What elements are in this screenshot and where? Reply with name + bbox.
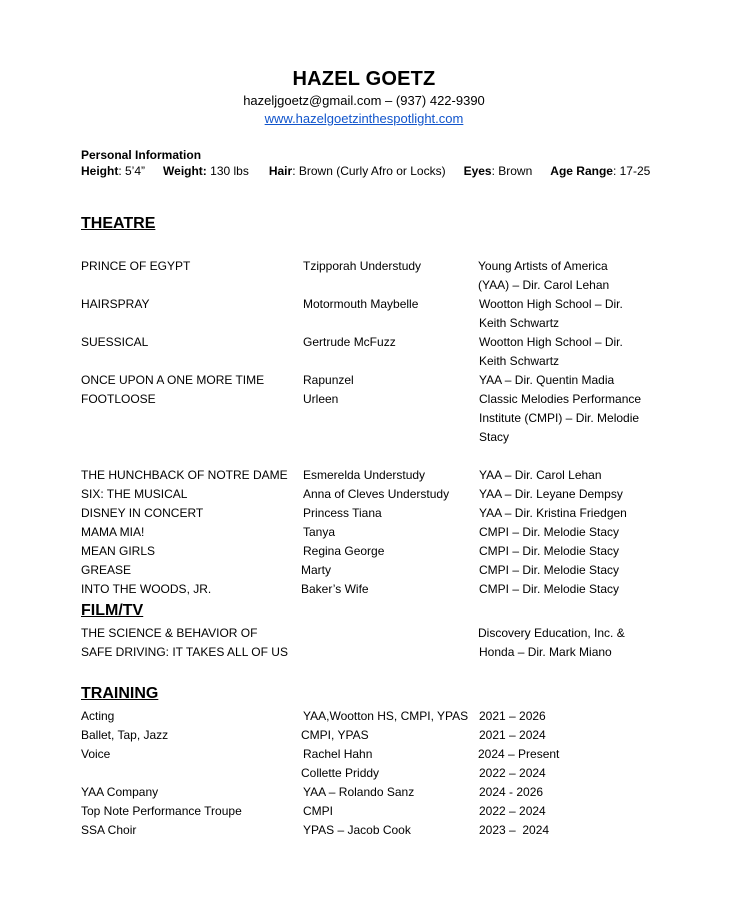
- training-teacher: CMPI: [303, 804, 333, 818]
- theatre-row: [81, 523, 681, 542]
- role-name: Marty: [301, 563, 331, 577]
- film-tv-heading: FILM/TV: [81, 602, 144, 619]
- training-teacher: Rachel Hahn: [303, 747, 373, 761]
- theatre-row: [81, 580, 681, 599]
- training-row: [81, 783, 681, 802]
- weight-stat: [163, 163, 249, 180]
- show-title: SUESSICAL: [81, 335, 149, 349]
- company-director: CMPI – Dir. Melodie Stacy: [479, 563, 620, 577]
- weight-label: Weight:: [163, 164, 207, 178]
- age-range-value: : 17-25: [612, 164, 651, 178]
- show-title: THE HUNCHBACK OF NOTRE DAME: [81, 468, 288, 482]
- company-director: Classic Melodies Performance Institute (CMPI) – Dir. Melodie Stacy: [479, 392, 642, 444]
- training-row: [81, 821, 681, 840]
- training-row: [81, 764, 681, 783]
- phone-text: (937) 422-9390: [395, 93, 485, 108]
- training-row: [81, 802, 681, 821]
- training-years: 2022 – 2024: [479, 766, 546, 780]
- theatre-row: [81, 390, 681, 466]
- performer-name: HAZEL GOETZ: [292, 68, 436, 90]
- role-name: Gertrude McFuzz: [303, 335, 396, 349]
- company-director: CMPI – Dir. Melodie Stacy: [479, 582, 620, 596]
- training-row: [81, 726, 681, 745]
- training-row: [81, 745, 681, 764]
- show-title: PRINCE OF EGYPT: [81, 259, 191, 273]
- company-director: YAA – Dir. Quentin Madia: [479, 373, 615, 387]
- personal-stats-row: [81, 163, 701, 180]
- eyes-stat: [464, 163, 533, 180]
- role-name: Baker’s Wife: [301, 582, 369, 596]
- company-director: Discovery Education, Inc. &: [478, 626, 625, 640]
- training-list: [81, 707, 681, 840]
- role-name: Anna of Cleves Understudy: [303, 487, 450, 501]
- training-teacher: YPAS – Jacob Cook: [303, 823, 411, 837]
- show-title: GREASE: [81, 563, 132, 577]
- company-director: YAA – Dir. Kristina Friedgen: [479, 506, 627, 520]
- role-name: Motormouth Maybelle: [303, 297, 419, 311]
- theatre-row: [81, 295, 681, 333]
- film-row: [81, 624, 681, 643]
- hair-label: Hair: [268, 164, 293, 178]
- film-row: [81, 643, 681, 662]
- training-area: Voice: [81, 747, 111, 761]
- theatre-row: [81, 257, 681, 295]
- email-text: hazeljgoetz@gmail.com: [243, 93, 382, 108]
- training-teacher: YAA – Rolando Sanz: [303, 785, 415, 799]
- role-name: Urleen: [303, 392, 339, 406]
- training-teacher: CMPI, YPAS: [301, 728, 369, 742]
- height-value: : 5’4”: [118, 164, 146, 178]
- training-years: 2023 – 2024: [479, 823, 550, 837]
- theatre-heading: THEATRE: [81, 215, 156, 232]
- training-teacher: Collette Priddy: [301, 766, 380, 780]
- resume-header: [0, 66, 728, 128]
- hair-value: : Brown (Curly Afro or Locks): [292, 164, 446, 178]
- theatre-row: [81, 333, 681, 371]
- show-title: INTO THE WOODS, JR.: [81, 582, 212, 596]
- show-title: FOOTLOOSE: [81, 392, 156, 406]
- personal-information: [81, 147, 701, 180]
- company-director: Honda – Dir. Mark Miano: [479, 645, 612, 659]
- role-name: Rapunzel: [303, 373, 354, 387]
- company-director: YAA – Dir. Leyane Dempsy: [479, 487, 623, 501]
- contact-separator: –: [385, 93, 393, 108]
- training-area: YAA Company: [81, 785, 159, 799]
- training-years: 2024 - 2026: [479, 785, 544, 799]
- eyes-label: Eyes: [463, 164, 492, 178]
- company-director: Young Artists of America (YAA) – Dir. Carol Lehan: [478, 259, 610, 292]
- theatre-row: [81, 542, 681, 561]
- hair-stat: [269, 163, 446, 180]
- company-director: CMPI – Dir. Melodie Stacy: [479, 525, 620, 539]
- show-title: SIX: THE MUSICAL: [81, 487, 188, 501]
- show-title: MEAN GIRLS: [81, 544, 156, 558]
- weight-value: 130 lbs: [206, 164, 249, 178]
- height-stat: [81, 163, 145, 180]
- company-director: CMPI – Dir. Melodie Stacy: [479, 544, 620, 558]
- training-years: 2021 – 2024: [479, 728, 546, 742]
- training-heading: TRAINING: [81, 685, 159, 702]
- theatre-credits: [81, 257, 681, 599]
- film-tv-credits: [81, 624, 681, 662]
- role-name: Tanya: [303, 525, 336, 539]
- height-label: Height: [81, 164, 119, 178]
- company-director: Wootton High School – Dir. Keith Schwartz: [479, 335, 623, 368]
- theatre-row: [81, 504, 681, 523]
- training-area: Top Note Performance Troupe: [81, 804, 242, 818]
- age-range-label: Age Range: [550, 164, 613, 178]
- show-title: DISNEY IN CONCERT: [81, 506, 204, 520]
- website-link[interactable]: www.hazelgoetzinthespotlight.com: [264, 111, 464, 126]
- eyes-value: : Brown: [491, 164, 533, 178]
- role-name: Princess Tiana: [303, 506, 382, 520]
- role-name: Tzipporah Understudy: [303, 259, 422, 273]
- training-area: Acting: [81, 709, 115, 723]
- contact-line: [0, 92, 728, 110]
- training-years: 2024 – Present: [478, 747, 560, 761]
- training-teacher: YAA,Wootton HS, CMPI, YPAS: [303, 709, 469, 723]
- training-row: [81, 707, 681, 726]
- show-title: HAIRSPRAY: [81, 297, 150, 311]
- project-title: SAFE DRIVING: IT TAKES ALL OF US: [81, 645, 288, 659]
- training-years: 2021 – 2026: [479, 709, 546, 723]
- role-name: Esmerelda Understudy: [303, 468, 426, 482]
- theatre-row: [81, 371, 681, 390]
- company-director: Wootton High School – Dir. Keith Schwartz: [479, 297, 623, 330]
- company-director: YAA – Dir. Carol Lehan: [479, 468, 602, 482]
- training-area: SSA Choir: [81, 823, 137, 837]
- training-area: Ballet, Tap, Jazz: [81, 728, 169, 742]
- age-range-stat: [550, 163, 650, 180]
- theatre-row: [81, 561, 681, 580]
- show-title: MAMA MIA!: [81, 525, 145, 539]
- theatre-row: [81, 466, 681, 485]
- theatre-row: [81, 485, 681, 504]
- training-years: 2022 – 2024: [479, 804, 546, 818]
- role-name: Regina George: [303, 544, 385, 558]
- project-title: THE SCIENCE & BEHAVIOR OF: [81, 626, 258, 640]
- personal-information-heading: Personal Information: [81, 148, 202, 162]
- show-title: ONCE UPON A ONE MORE TIME: [81, 373, 265, 387]
